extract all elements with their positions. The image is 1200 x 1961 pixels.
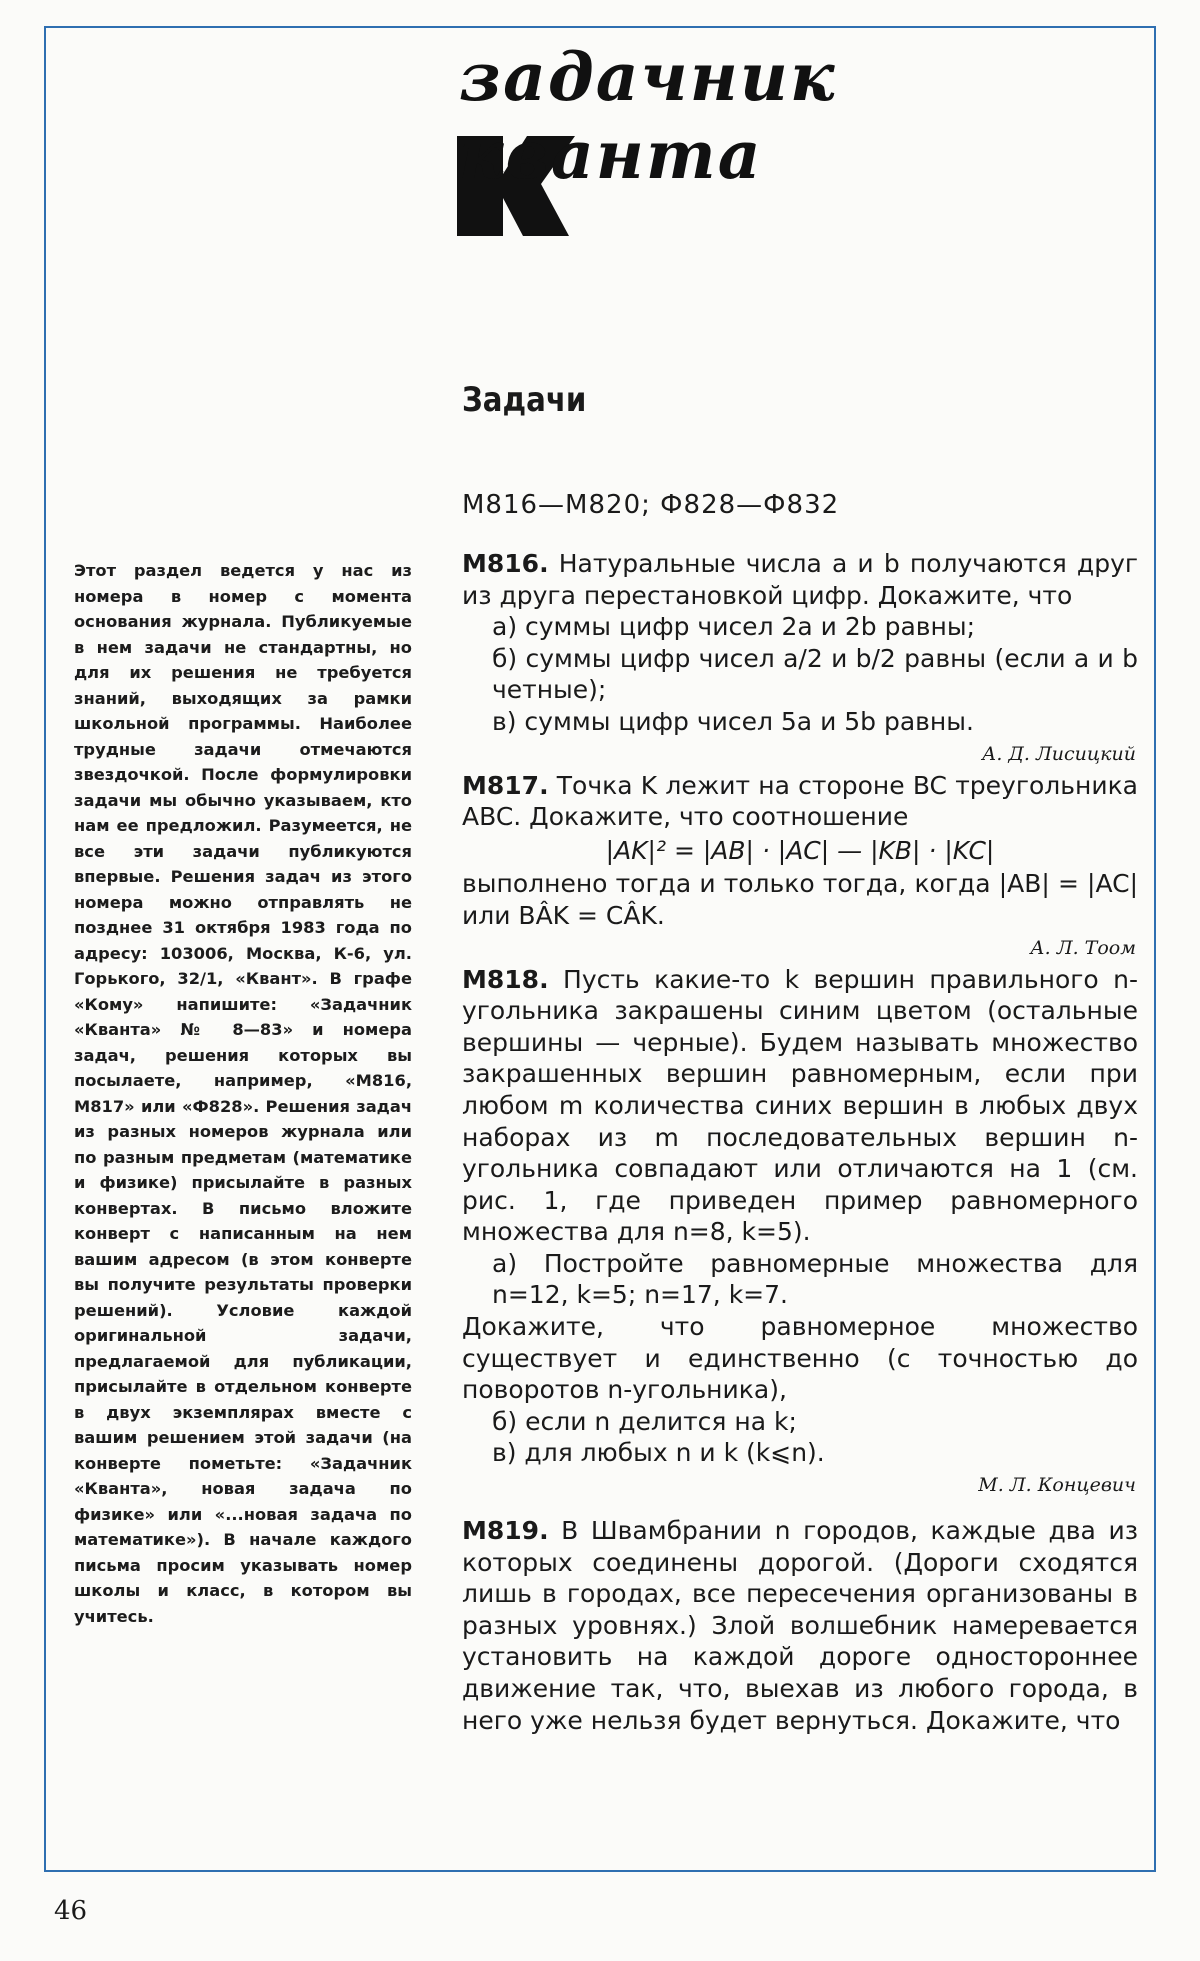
problem-m818-id: М818. (462, 964, 549, 994)
problem-m818-mid: Докажите, что равномерное множество существует и единственно (с точностью до поворотов n-угольника), (462, 1312, 1138, 1405)
problem-m817-intro: М817. Точка K лежит на стороне BC треугольника ABC. Докажите, что соотношение (462, 770, 1138, 832)
section-title: Задачи (462, 380, 587, 420)
problems-column (462, 548, 1138, 1736)
problem-range: М816—М820; Ф828—Ф832 (462, 490, 840, 520)
page-number: 46 (54, 1896, 88, 1926)
logo-line-1: задачник (459, 38, 837, 116)
problem-m818-c: в) для любых n и k (k⩽n). (492, 1438, 825, 1468)
problem-m816-id: М816. (462, 549, 549, 578)
problem-m817-author: А. Л. Тоом (1030, 936, 1136, 959)
problem-m818-intro: М818. Пусть какие-то k вершин правильного n-угольника закрашены синим цветом (остальные вершины — черные). Будем называть множество закрашенных вершин равномерным, если при любом m количества синих вершин в любых двух наборах из m последовательных вершин n-угольника совпадают или отличаются на 1 (см. рис. 1, где приведен пример равномерного множества для n=8, k=5). (462, 964, 1138, 1247)
problem-m816-c: в) суммы цифр чисел 5a и 5b равны. (492, 706, 974, 736)
problem-m816-b: б) суммы цифр чисел a/2 и b/2 равны (если a и b четные); (492, 643, 1138, 705)
problem-m818-a: а) Постройте равномерные множества для n=12, k=5; n=17, k=7. (492, 1248, 1138, 1310)
problem-m817-id: М817. (462, 770, 549, 800)
problem-m818-b: б) если n делится на k; (492, 1406, 797, 1436)
problem-m818-author: М. Л. Концевич (978, 1474, 1136, 1497)
problem-m816-a: а) суммы цифр чисел 2a и 2b равны; (492, 612, 976, 642)
logo-line-2: кванта (459, 116, 763, 194)
problem-m819-text: М819. В Швамбрании n городов, каждые два из которых соединены дорогой. (Дороги сходятся лишь в городах, все пересечения организованы в разных уровнях.) Злой волшебник намеревается установить на каждой дороге одностороннее движение так, что, выехав из любого города, в него уже нельзя будет вернуться. Докажите, что (462, 1516, 1138, 1735)
sidebar-instructions: Этот раздел ведется у нас из номера в номер с момента основания журнала. Публикуемые в нем задачи не стандартны, но для их решения не требуется знаний, выходящих за рамки школьной программы. Наиболее трудные задачи отмечаются звездочкой. После формулировки задачи мы обычно указываем, кто нам ее предложил. Разумеется, не все эти задачи публикуются впервые. Решения задач из этого номера можно отправлять не позднее 31 октября 1983 года по адресу: 103006, Москва, К-6, ул. Горького, 32/1, «Квант». В графе «Кому» напишите: «Задачник «Кванта» № 8—83» и номера задач, решения которых вы посылаете, например, «М816, М817» или «Ф828». Решения задач из разных номеров журнала или по разным предметам (математике и физике) присылайте в разных конвертах. В письмо вложите конверт с написанным на нем вашим адресом (в этом конверте вы получите результаты проверки решений). Условие каждой оригинальной задачи, предлагаемой для публикации, присылайте в отдельном конверте в двух экземплярах вместе с вашим решением этой задачи (на конверте пометьте: «Задачник «Кванта», новая задача по физике» или «...новая задача по математике»). В начале каждого письма просим указывать номер школы и класс, в котором вы учитесь. (74, 561, 412, 1626)
problem-m819-id: М819. (462, 1516, 549, 1546)
journal-logo (455, 38, 855, 242)
problem-m816-author: А. Д. Лисицкий (981, 742, 1136, 765)
problem-m817-outro: выполнено тогда и только тогда, когда |AB| = |AC| или BÂK = CÂK. (462, 869, 1138, 930)
problem-m816-intro: М816. Натуральные числа a и b получаются друг из друга перестановкой цифр. Докажите, что (462, 549, 1138, 610)
problem-m817-formula: |AK|² = |AB| · |AC| — |KB| · |KC| (605, 835, 995, 865)
